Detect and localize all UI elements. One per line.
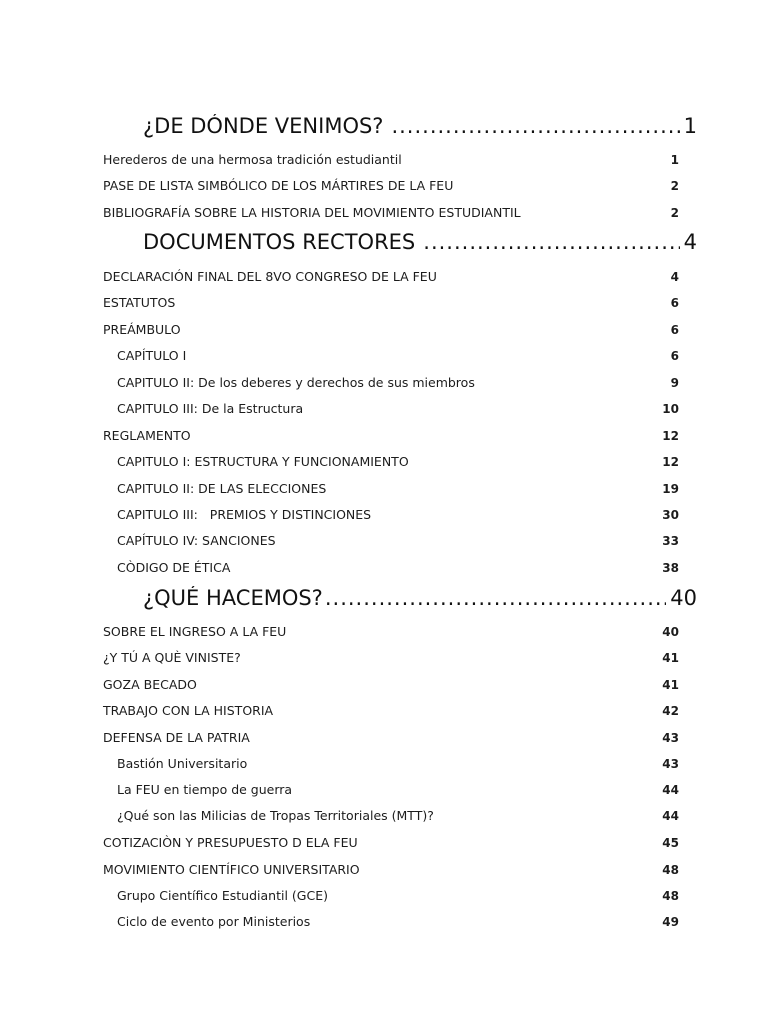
entry-label: Grupo Científico Estudiantil (GCE) xyxy=(117,888,328,903)
entry-label: REGLAMENTO xyxy=(103,428,191,443)
entry-label: CÒDIGO DE ÉTICA xyxy=(117,560,231,575)
entry-label: SOBRE EL INGRESO A LA FEU xyxy=(103,624,287,639)
entry-page-number: 6 xyxy=(670,296,679,310)
entry-page-number: 12 xyxy=(662,455,679,469)
entry-label: CAPÍTULO IV: SANCIONES xyxy=(117,533,276,548)
entry-page-number: 2 xyxy=(670,206,679,220)
toc-subentry[interactable] xyxy=(117,781,679,799)
toc-entry[interactable] xyxy=(103,294,679,312)
toc-entry[interactable] xyxy=(103,729,679,747)
entry-label: DECLARACIÓN FINAL DEL 8VO CONGRESO DE LA FEU xyxy=(103,269,437,284)
toc-entry[interactable] xyxy=(103,151,679,169)
entry-label: GOZA BECADO xyxy=(103,677,197,692)
entry-page-number: 10 xyxy=(662,402,679,416)
toc-subentry[interactable] xyxy=(117,807,679,825)
entry-label: CAPITULO III: PREMIOS Y DISTINCIONES xyxy=(117,507,372,522)
section-page-number: 40 xyxy=(670,586,697,610)
entry-page-number: 12 xyxy=(662,429,679,443)
entry-label: CAPÍTULO I xyxy=(117,348,187,363)
toc-entry[interactable] xyxy=(103,427,679,445)
toc-entry[interactable] xyxy=(103,204,679,222)
entry-page-number: 4 xyxy=(670,270,679,284)
toc-entry[interactable] xyxy=(103,623,679,641)
toc-subentry[interactable] xyxy=(117,532,679,550)
toc-section-heading[interactable] xyxy=(143,114,697,144)
toc-subentry[interactable] xyxy=(117,347,679,365)
entry-label: CAPITULO II: De los deberes y derechos de sus miembros xyxy=(117,375,475,390)
toc-entry[interactable] xyxy=(103,702,679,720)
entry-label: CAPITULO III: De la Estructura xyxy=(117,401,304,416)
entry-label: ¿Qué son las Milicias de Tropas Territoriales (MTT)? xyxy=(117,808,434,823)
toc-entry[interactable] xyxy=(103,321,679,339)
entry-label: BIBLIOGRAFÍA SOBRE LA HISTORIA DEL MOVIMIENTO ESTUDIANTIL xyxy=(103,205,521,220)
entry-page-number: 40 xyxy=(662,625,679,639)
entry-label: Herederos de una hermosa tradición estudiantil xyxy=(103,152,402,167)
entry-label: Bastión Universitario xyxy=(117,756,248,771)
entry-label: La FEU en tiempo de guerra xyxy=(117,782,293,797)
toc-subentry[interactable] xyxy=(117,506,679,524)
toc-subentry[interactable] xyxy=(117,559,679,577)
section-title: ¿QUÉ HACEMOS? xyxy=(143,586,323,610)
toc-entry[interactable] xyxy=(103,676,679,694)
entry-page-number: 48 xyxy=(662,863,679,877)
entry-label: MOVIMIENTO CIENTÍFICO UNIVERSITARIO xyxy=(103,862,360,877)
entry-page-number: 42 xyxy=(662,704,679,718)
entry-page-number: 49 xyxy=(662,915,679,929)
entry-page-number: 38 xyxy=(662,561,679,575)
toc-subentry[interactable] xyxy=(117,755,679,773)
toc-subentry[interactable] xyxy=(117,374,679,392)
toc-entry[interactable] xyxy=(103,834,679,852)
entry-page-number: 6 xyxy=(670,323,679,337)
toc-subentry[interactable] xyxy=(117,913,679,931)
entry-page-number: 44 xyxy=(662,783,679,797)
entry-page-number: 19 xyxy=(662,482,679,496)
toc-subentry[interactable] xyxy=(117,453,679,471)
dot-leader xyxy=(391,114,679,138)
entry-label: DEFENSA DE LA PATRIA xyxy=(103,730,250,745)
toc-entry[interactable] xyxy=(103,177,679,195)
entry-page-number: 9 xyxy=(670,376,679,390)
toc-section-heading[interactable] xyxy=(143,230,697,260)
entry-label: ¿Y TÚ A QUÈ VINISTE? xyxy=(103,650,241,665)
toc-subentry[interactable] xyxy=(117,400,679,418)
toc-entry[interactable] xyxy=(103,268,679,286)
entry-page-number: 41 xyxy=(662,651,679,665)
entry-page-number: 43 xyxy=(662,731,679,745)
entry-page-number: 48 xyxy=(662,889,679,903)
entry-label: CAPITULO II: DE LAS ELECCIONES xyxy=(117,481,327,496)
entry-page-number: 6 xyxy=(670,349,679,363)
entry-page-number: 33 xyxy=(662,534,679,548)
entry-page-number: 43 xyxy=(662,757,679,771)
section-title: DOCUMENTOS RECTORES xyxy=(143,230,416,254)
entry-page-number: 45 xyxy=(662,836,679,850)
entry-label: CAPITULO I: ESTRUCTURA Y FUNCIONAMIENTO xyxy=(117,454,409,469)
entry-page-number: 30 xyxy=(662,508,679,522)
toc-entry[interactable] xyxy=(103,649,679,667)
entry-page-number: 1 xyxy=(670,153,679,167)
toc-entry[interactable] xyxy=(103,861,679,879)
entry-label: TRABAJO CON LA HISTORIA xyxy=(103,703,274,718)
toc-section-heading[interactable] xyxy=(143,586,697,616)
dot-leader xyxy=(325,586,666,610)
entry-page-number: 44 xyxy=(662,809,679,823)
entry-page-number: 41 xyxy=(662,678,679,692)
entry-label: Ciclo de evento por Ministerios xyxy=(117,914,311,929)
section-page-number: 4 xyxy=(683,230,697,254)
entry-label: COTIZACIÒN Y PRESUPUESTO D ELA FEU xyxy=(103,835,358,850)
section-title: ¿DE DÓNDE VENIMOS? xyxy=(143,114,384,138)
entry-label: PASE DE LISTA SIMBÓLICO DE LOS MÁRTIRES DE LA FEU xyxy=(103,178,454,193)
entry-label: ESTATUTOS xyxy=(103,295,176,310)
toc-subentry[interactable] xyxy=(117,480,679,498)
dot-leader xyxy=(423,230,679,254)
entry-page-number: 2 xyxy=(670,179,679,193)
toc-subentry[interactable] xyxy=(117,887,679,905)
entry-label: PREÁMBULO xyxy=(103,322,181,337)
section-page-number: 1 xyxy=(683,114,697,138)
